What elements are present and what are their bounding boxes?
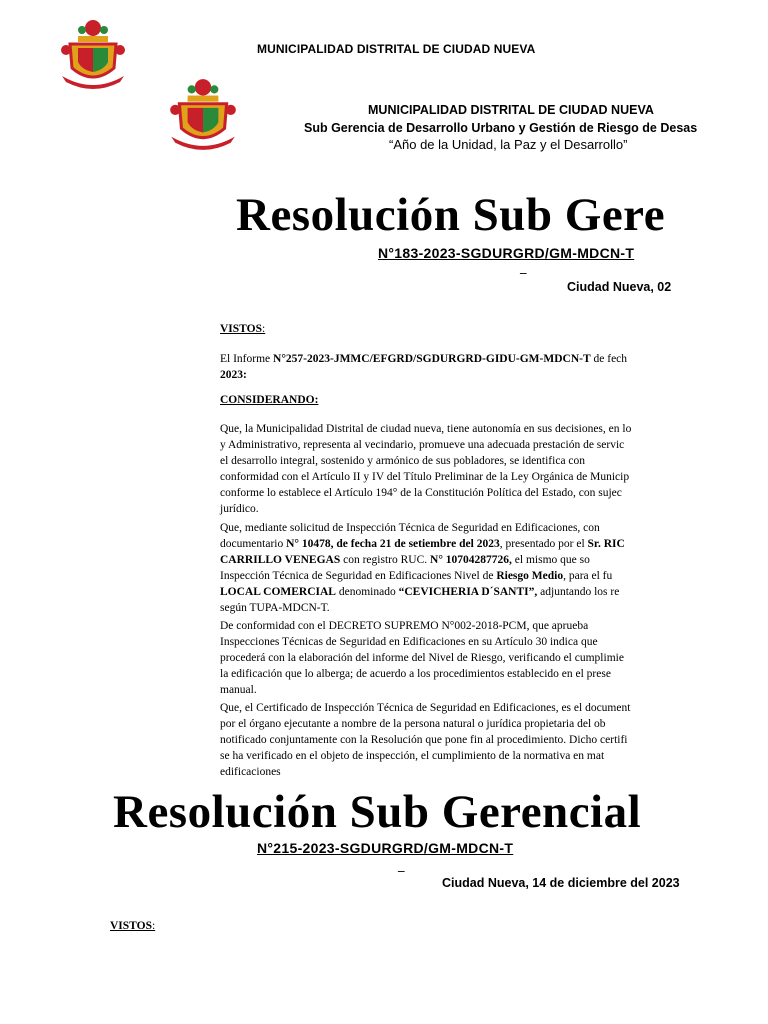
back-municipality-name: MUNICIPALIDAD DISTRITAL DE CIUDAD NUEVA — [257, 42, 536, 56]
paragraph-line — [220, 536, 690, 552]
vistos-label: VISTOS — [110, 920, 152, 932]
text-span: adjuntando los re — [537, 586, 620, 598]
front-municipality-name: MUNICIPALIDAD DISTRITAL DE CIUDAD NUEVA — [368, 103, 654, 117]
municipal-crest-icon — [167, 75, 239, 153]
bold-span: CARRILLO VENEGAS — [220, 554, 341, 566]
informe-number: N°257-2023-JMMC/EFGRD/SGDURGRD-GIDU-GM-MDCN-T — [273, 353, 591, 365]
paragraph-line: procederá con la elaboración del informe del Nivel de Riesgo, verificando el cumplimie — [220, 652, 624, 664]
paragraph-line: conformidad con el Artículo II y IV del Título Preliminar de la Ley Orgánica de Municip — [220, 471, 630, 483]
paragraph-line — [220, 552, 690, 568]
paragraph-line: edificaciones — [220, 766, 281, 778]
text-span: el mismo que so — [511, 554, 590, 566]
paragraph-line: jurídico. — [220, 503, 259, 515]
paragraph-line: notificado conjuntamente con la Resolución que pone fin al procedimiento. Dicho certifi — [220, 734, 628, 746]
bold-span: “CEVICHERIA D´SANTI”, — [398, 586, 538, 598]
paragraph-line: se ha verificado en el objeto de inspección, el cumplimiento de la normativa en mat — [220, 750, 605, 762]
front-date: Ciudad Nueva, 02 — [567, 280, 672, 294]
paragraph-line: según TUPA-MDCN-T. — [220, 602, 330, 614]
bold-span: Sr. RIC — [587, 538, 625, 550]
crest-drawing — [170, 79, 236, 150]
back-date: Ciudad Nueva, 14 de diciembre del 2023 — [442, 876, 680, 890]
vistos-colon: : — [151, 920, 156, 932]
vistos-colon: : — [261, 323, 266, 335]
paragraph-line — [220, 584, 690, 600]
informe-line — [220, 351, 690, 367]
bold-span: LOCAL COMERCIAL — [220, 586, 336, 598]
informe-paragraph — [220, 351, 690, 383]
front-resolution-title: Resolución Sub Gere — [236, 189, 666, 241]
front-year-motto: “Año de la Unidad, la Paz y el Desarrollo” — [389, 137, 628, 152]
paragraph-line: la edificación que lo alberga; de acuerdo a los procedimientos establecido en el prese — [220, 668, 611, 680]
paragraph-line: por el órgano ejecutante a nombre de la persona natural o jurídica propietaria del ob — [220, 718, 606, 730]
paragraph-line: Inspecciones Técnicas de Seguridad en Edificaciones en su Artículo 30 indica que — [220, 636, 598, 648]
text-span: con registro RUC. — [340, 554, 431, 566]
text-span: Inspección Técnica de Seguridad en Edificaciones Nivel de — [220, 570, 497, 582]
paragraph-line: conforme lo establece el Artículo 194° de la Constitución Política del Estado, con sujec — [220, 487, 622, 499]
text-span: documentario — [220, 538, 287, 550]
bold-span: N° 10704287726, — [430, 554, 512, 566]
back-resolution-title: Resolución Sub Gerencial — [113, 786, 642, 838]
back-resolution-number: N°215-2023-SGDURGRD/GM-MDCN-T — [257, 840, 514, 856]
paragraph-line: Que, el Certificado de Inspección Técnica de Seguridad en Edificaciones, es el document — [220, 702, 631, 714]
considerando-heading: CONSIDERANDO: — [220, 394, 319, 406]
paragraph-certificado — [220, 700, 690, 778]
bold-span: N° 10478, de fecha 21 de setiembre del 2023 — [286, 538, 500, 550]
front-dash: _ — [520, 260, 527, 275]
vistos-label: VISTOS — [220, 323, 262, 335]
paragraph-line: y Administrativo, representa al vecindario, promueve una adecuada prestación de servic — [220, 439, 625, 451]
paragraph-line: De conformidad con el DECRETO SUPREMO N°002-2018-PCM, que aprueba — [220, 620, 589, 632]
front-resolution-number: N°183-2023-SGDURGRD/GM-MDCN-T — [378, 245, 635, 261]
paragraph-decreto — [220, 618, 690, 698]
paragraph-line: manual. — [220, 684, 257, 696]
paragraph-autonomia — [220, 421, 690, 517]
paragraph-solicitud — [220, 520, 690, 616]
paragraph-line — [220, 568, 690, 584]
text-span: , para el fu — [563, 570, 613, 582]
back-dash: _ — [398, 858, 405, 873]
front-subgerencia-name: Sub Gerencia de Desarrollo Urbano y Gestión de Riesgo de Desas — [304, 121, 698, 135]
informe-year: 2023: — [220, 369, 247, 381]
informe-text-end: de fech — [590, 353, 628, 365]
bold-span: Riesgo Medio — [496, 570, 564, 582]
front-vistos-heading — [220, 323, 265, 335]
text-span: denominado — [335, 586, 399, 598]
back-vistos-heading — [110, 920, 155, 932]
informe-text: El Informe — [220, 353, 274, 365]
paragraph-line: Que, la Municipalidad Distrital de ciudad nueva, tiene autonomía en sus decisiones, en lo — [220, 423, 632, 435]
text-span: , presentado por el — [499, 538, 588, 550]
paragraph-line: el desarrollo integral, sostenido y armónico de sus pobladores, se identifica con — [220, 455, 586, 467]
paragraph-line: Que, mediante solicitud de Inspección Técnica de Seguridad en Edificaciones, con — [220, 522, 600, 534]
front-document-page — [0, 70, 698, 778]
